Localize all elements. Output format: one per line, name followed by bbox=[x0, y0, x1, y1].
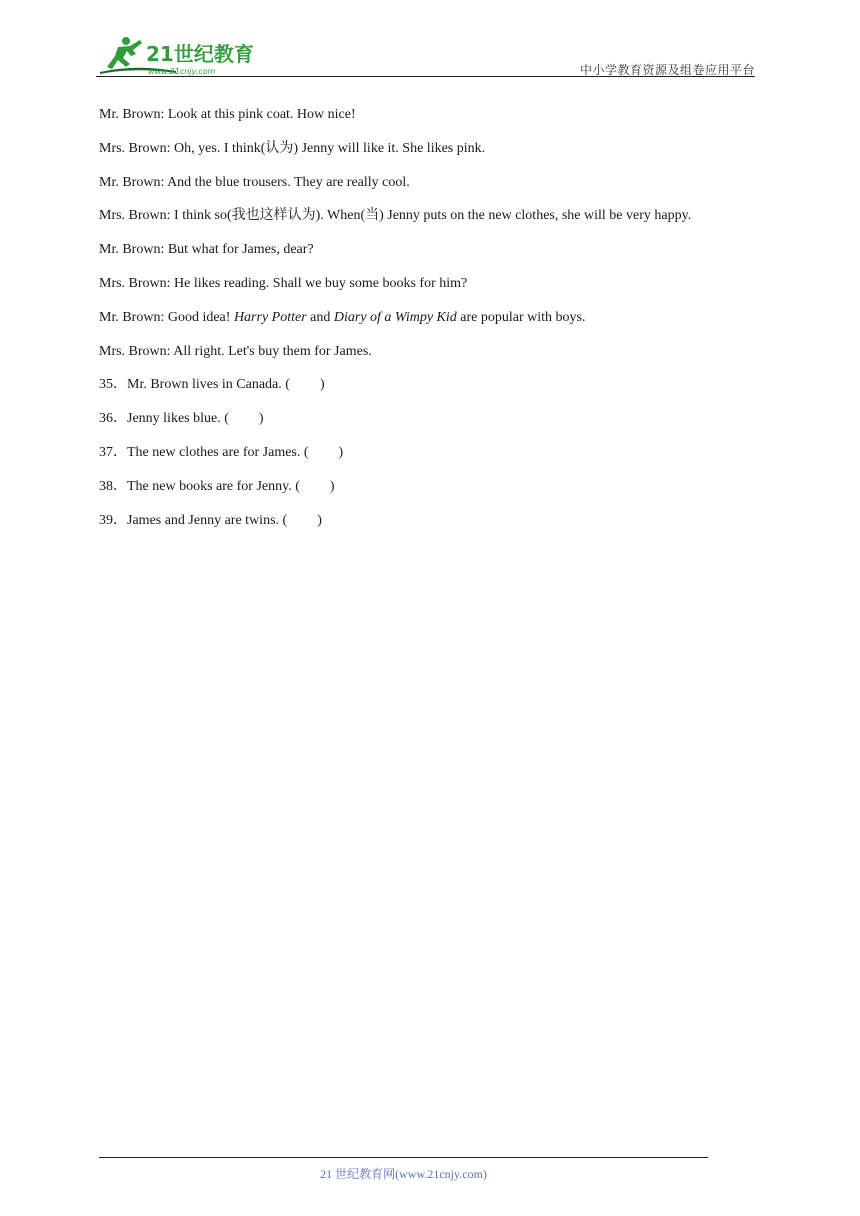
logo-url: www.21cnjy.com bbox=[148, 67, 216, 76]
answer-paren-close: ) bbox=[329, 478, 335, 494]
dialogue-line: Mr. Brown: Look at this pink coat. How nice! bbox=[99, 107, 356, 122]
book-title: Harry Potter bbox=[233, 309, 307, 325]
question-item bbox=[99, 410, 759, 428]
question-text: Jenny likes blue. bbox=[127, 411, 225, 427]
question-text: James and Jenny are twins. bbox=[127, 512, 283, 528]
dialogue-line: Mrs. Brown: Oh, yes. I think(认为) Jenny will like it. She likes pink. bbox=[99, 140, 486, 156]
runner-logo-icon bbox=[96, 34, 266, 78]
dialogue-line: Mr. Brown: And the blue trousers. They are really cool. bbox=[99, 174, 410, 190]
footer-site-link[interactable]: 21 世纪教育网(www.21cnjy.com) bbox=[320, 1167, 487, 1181]
answer-paren-open: ( bbox=[303, 444, 309, 460]
question-item bbox=[99, 444, 759, 462]
answer-paren-close: ) bbox=[319, 377, 325, 393]
answer-paren-close: ) bbox=[317, 512, 322, 528]
answer-paren-open: ( bbox=[295, 478, 300, 494]
footer-divider bbox=[99, 1157, 708, 1158]
dialogue-text: are popular with boys. bbox=[456, 309, 586, 325]
book-title: Diary of a Wimpy Kid bbox=[333, 309, 457, 325]
page-header bbox=[96, 34, 755, 78]
question-number: 38． bbox=[99, 478, 127, 494]
header-divider bbox=[96, 76, 755, 77]
dialogue-line: Mrs. Brown: All right. Let's buy them for James. bbox=[99, 343, 372, 359]
question-item bbox=[99, 512, 759, 530]
document-body bbox=[99, 106, 759, 545]
answer-paren-close: ) bbox=[338, 444, 344, 460]
site-logo bbox=[96, 34, 266, 78]
question-item bbox=[99, 478, 759, 496]
header-tagline: 中小学教育资源及组卷应用平台 bbox=[579, 63, 755, 77]
dialogue-text: Mr. Brown: Good idea! bbox=[99, 309, 234, 325]
dialogue-line: Mrs. Brown: He likes reading. Shall we buy some books for him? bbox=[99, 275, 468, 291]
question-item bbox=[99, 376, 759, 394]
dialogue-text: and bbox=[306, 309, 334, 325]
dialogue-line: Mrs. Brown: I think so(我也这样认为). When(当) Jenny puts on the new clothes, she will be very happy. bbox=[99, 208, 692, 224]
question-text: The new clothes are for James. bbox=[127, 444, 304, 460]
answer-paren-open: ( bbox=[224, 411, 229, 427]
question-number: 37． bbox=[99, 444, 127, 460]
question-number: 36． bbox=[99, 411, 127, 427]
logo-wordmark: 21世纪教育 bbox=[146, 42, 254, 66]
dialogue-line: Mr. Brown: But what for James, dear? bbox=[99, 242, 314, 258]
answer-paren-open: ( bbox=[285, 377, 290, 393]
question-number: 39． bbox=[99, 512, 127, 528]
question-text: The new books are for Jenny. bbox=[127, 478, 296, 494]
answer-paren-open: ( bbox=[282, 512, 288, 528]
dialogue-line bbox=[99, 309, 759, 327]
answer-paren-close: ) bbox=[258, 411, 264, 427]
question-number: 35． bbox=[99, 377, 127, 393]
question-text: Mr. Brown lives in Canada. bbox=[127, 377, 286, 393]
